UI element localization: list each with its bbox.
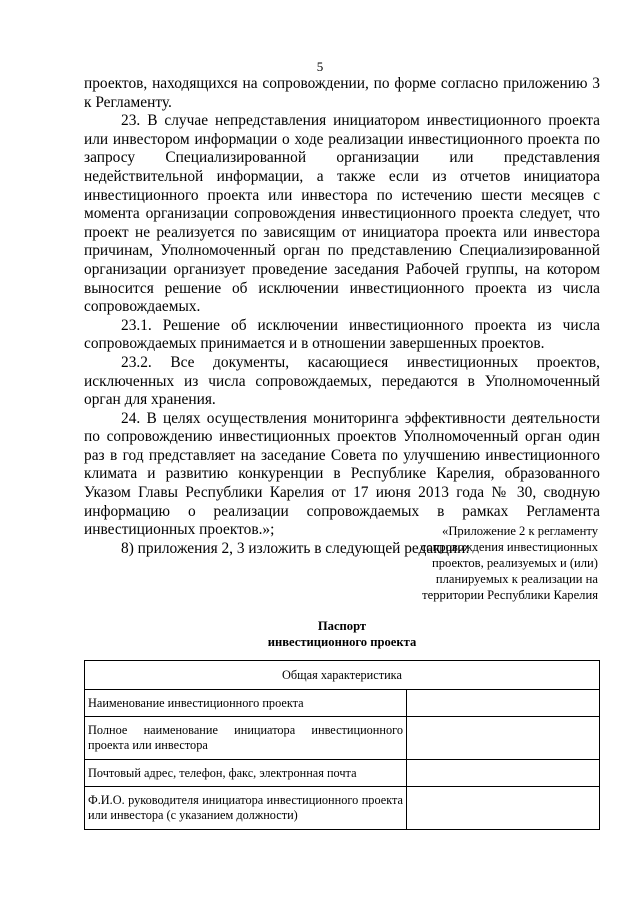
appendix-line: территории Республики Карелия xyxy=(422,588,598,602)
paragraph-23: 23. В случае непредставления инициатором инвестиционного проекта или инвестором информации о ходе реализации инвестиционного проекта по запросу Специализированной организации или представления недействительной информации, а также если из отчетов инициатора инвестиционного проекта или инвестора по истечению шести месяцев с момента организации сопровождения инвестиционного проекта следует, что проект не реализуется по зависящим от инициатора проекта или инвестора причинам, Уполномоченный орган по представлению Специализированной организации организует проведение заседания Рабочей группы, на котором выносится решение об исключении инвестиционного проекта из числа сопровождаемых. xyxy=(84,112,600,316)
paragraph-23-1: 23.1. Решение об исключении инвестиционного проекта из числа сопровождаемых принимается и в отношении завершенных проектов. xyxy=(84,316,600,353)
paragraph-23-2: 23.2. Все документы, касающиеся инвестиционных проектов, исключенных из числа сопровождаемых, передаются в Уполномоченный орган для хранения. xyxy=(84,353,600,409)
row-label: Ф.И.О. руководителя инициатора инвестиционного проекта или инвестора (с указанием должности) xyxy=(85,787,407,830)
appendix-note xyxy=(340,523,598,603)
passport-title: Паспорт xyxy=(317,619,367,633)
row-label: Полное наименование инициатора инвестиционного проекта или инвестора xyxy=(85,717,407,760)
page-number: 5 xyxy=(316,59,324,74)
appendix-line: проектов, реализуемых и (или) xyxy=(431,556,598,570)
table-row xyxy=(85,760,600,787)
paragraph-continuation: проектов, находящихся на сопровождении, по форме согласно приложению 3 к Регламенту. xyxy=(84,75,600,111)
passport-table xyxy=(84,660,600,830)
row-value xyxy=(407,787,600,830)
table-header-row xyxy=(85,661,600,690)
row-value xyxy=(407,760,600,787)
appendix-line: сопровождения инвестиционных xyxy=(420,540,598,554)
row-label: Почтовый адрес, телефон, факс, электронная почта xyxy=(85,760,407,787)
document-body xyxy=(84,75,600,558)
appendix-line: планируемых к реализации на xyxy=(435,572,598,586)
table-row xyxy=(85,690,600,717)
appendix-line: «Приложение 2 к регламенту xyxy=(442,524,598,538)
row-value xyxy=(407,717,600,760)
paragraph-24: 24. В целях осуществления мониторинга эффективности деятельности по сопровождению инвестиционных проектов Уполномоченный орган один раз в год представляет на заседание Совета по улучшению инвестиционного климата и развитию конкуренции в Республике Карелия, образованного Указом Главы Республики Карелия от 17 июня 2013 года № 30, сводную информацию о реализации сопровождаемых в рамках Регламента инвестиционных проектов.»; xyxy=(84,409,600,539)
table-row xyxy=(85,717,600,760)
row-value xyxy=(407,690,600,717)
paragraph-8: 8) приложения 2, 3 изложить в следующей редакции: xyxy=(121,539,470,557)
row-label: Наименование инвестиционного проекта xyxy=(85,690,407,717)
table-header-cell: Общая характеристика xyxy=(85,661,600,690)
table-row xyxy=(85,787,600,830)
passport-subtitle: инвестиционного проекта xyxy=(267,635,417,649)
